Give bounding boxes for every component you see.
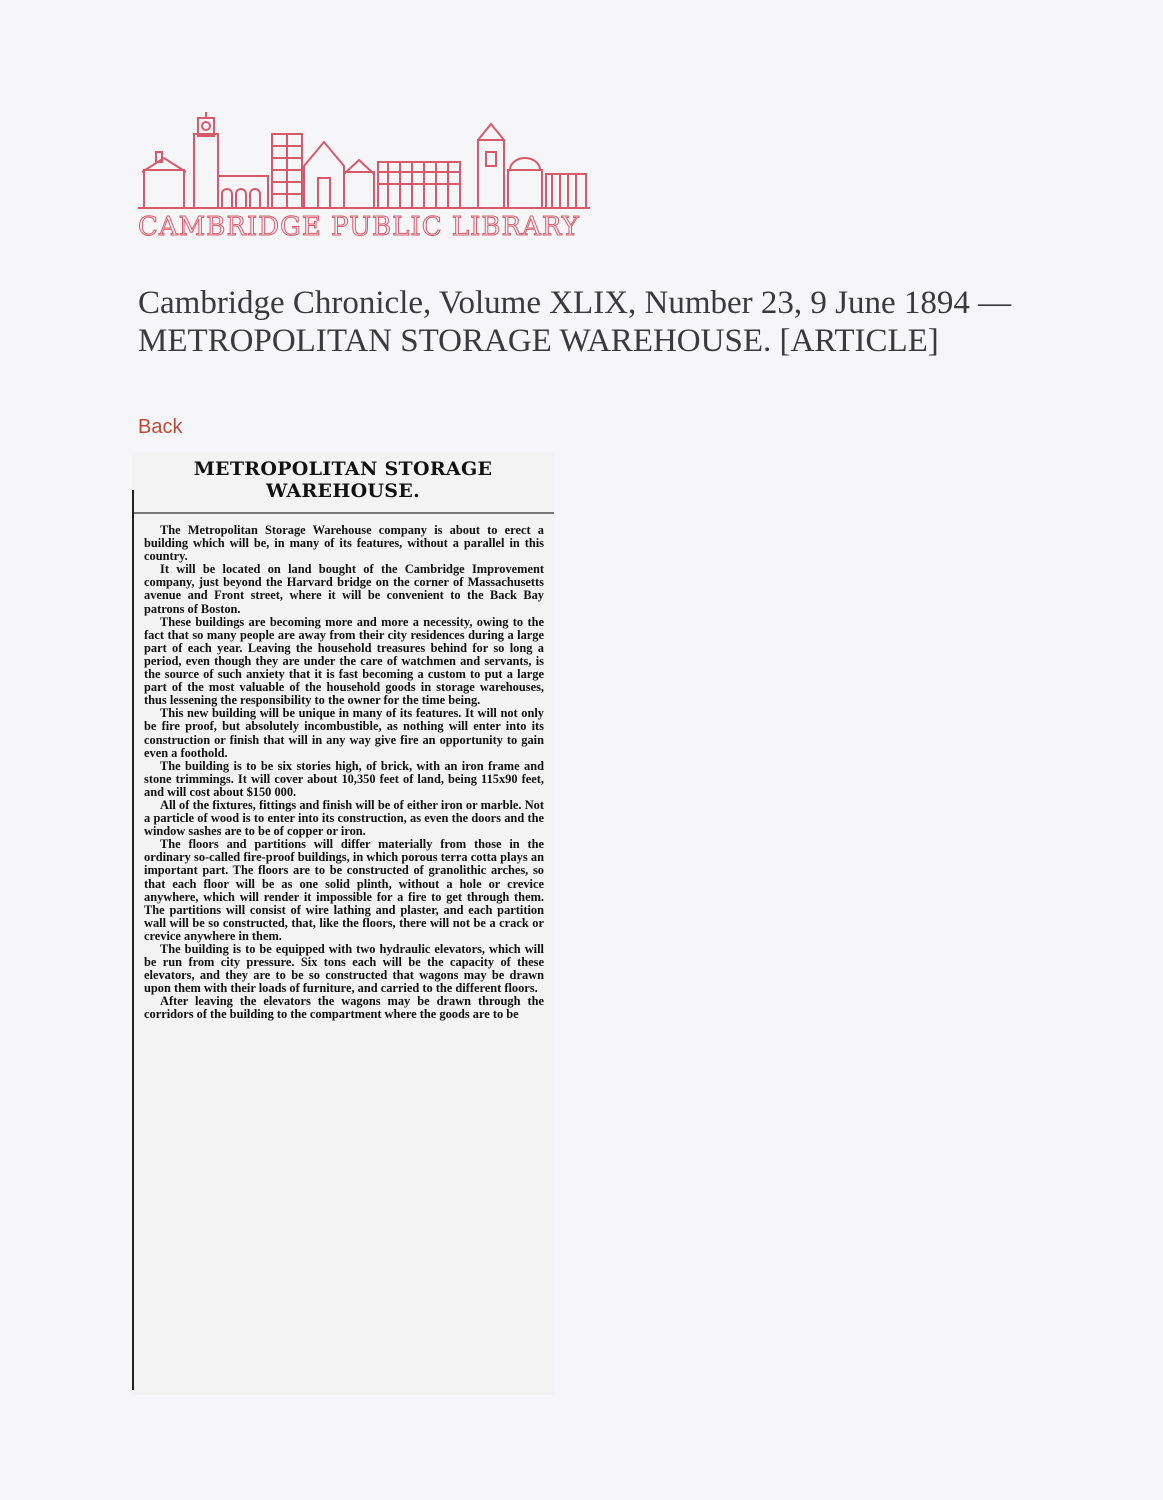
column-rule bbox=[132, 490, 134, 1390]
clipping-paragraph: This new building will be unique in many of its features. It will not only be fire proof, but absolutely incombustible, as nothing will enter into its construction or finish that will in any way give fire an opportunity to gain even a foothold. bbox=[144, 706, 544, 760]
clipping-paragraph: It will be located on land bought of the Cambridge Improvement company, just beyond the Harvard bridge on the corner of Massachusetts avenue and Front street, where it will be convenient to the Back Bay patrons of Boston. bbox=[144, 562, 544, 616]
clipping-paragraph: These buildings are becoming more and more a necessity, owing to the fact that so many people are away from their city residences during a large part of each year. Leaving the household treasures behind for so long a period, even though they are under the care of watchmen and servants, is the source of such anxiety that it is fast becoming a custom to put a large part of the most valuable of the household goods in storage warehouses, thus lessening the responsibility to the owner for the time being. bbox=[144, 614, 544, 708]
clipping-paragraph: The building is to be six stories high, of brick, with an iron frame and stone trimmings. It will cover about 10,350 feet of land, being 115x90 feet, and will cost about $150 000. bbox=[144, 758, 544, 799]
page-title: Cambridge Chronicle, Volume XLIX, Number 23, 9 June 1894 — METROPOLITAN STORAGE WAREHOUSE. [ARTICLE] bbox=[138, 285, 1012, 359]
library-logo-text: CAMBRIDGE PUBLIC LIBRARY bbox=[138, 212, 580, 242]
library-skyline-icon bbox=[138, 112, 590, 210]
library-logo[interactable] bbox=[138, 112, 590, 244]
clipping-paragraph: All of the fixtures, fittings and finish will be of either iron or marble. Not a particle of wood is to enter into its construction, as even the doors and the window sashes are to be of copper or iron. bbox=[144, 797, 544, 839]
clipping-paragraph: After leaving the elevators the wagons may be drawn through the corridors of the building to the compartment where the goods are to be bbox=[144, 994, 544, 1022]
clipping-paragraph: The floors and partitions will differ materially from those in the ordinary so-called fire-proof buildings, in which porous terra cotta plays an important part. The floors are to be constructed of granolithic arches, so that each floor will be as one solid plinth, without a hole or crevice anywhere, which will render it impossible for a fire to get through them. The partitions will consist of wire lathing and plaster, and each partition wall will be so constructed, that, like the floors, there will not be a crack or crevice anywhere in them. bbox=[144, 837, 544, 943]
newspaper-clipping bbox=[132, 452, 554, 1395]
clipping-paragraph: The building is to be equipped with two hydraulic elevators, which will be run from city pressure. Six tons each will be the capacity of these elevators, and they are to be so constructed that wagons may be drawn upon them with their loads of furniture, and carried to the different floors. bbox=[144, 942, 544, 996]
back-link[interactable]: Back bbox=[138, 416, 183, 438]
clipping-body bbox=[132, 514, 554, 1022]
clipping-paragraph: The Metropolitan Storage Warehouse company is about to erect a building which will be, in many of its features, without a parallel in this country. bbox=[144, 523, 544, 564]
clipping-headline: METROPOLITAN STORAGE WAREHOUSE. bbox=[132, 458, 554, 514]
